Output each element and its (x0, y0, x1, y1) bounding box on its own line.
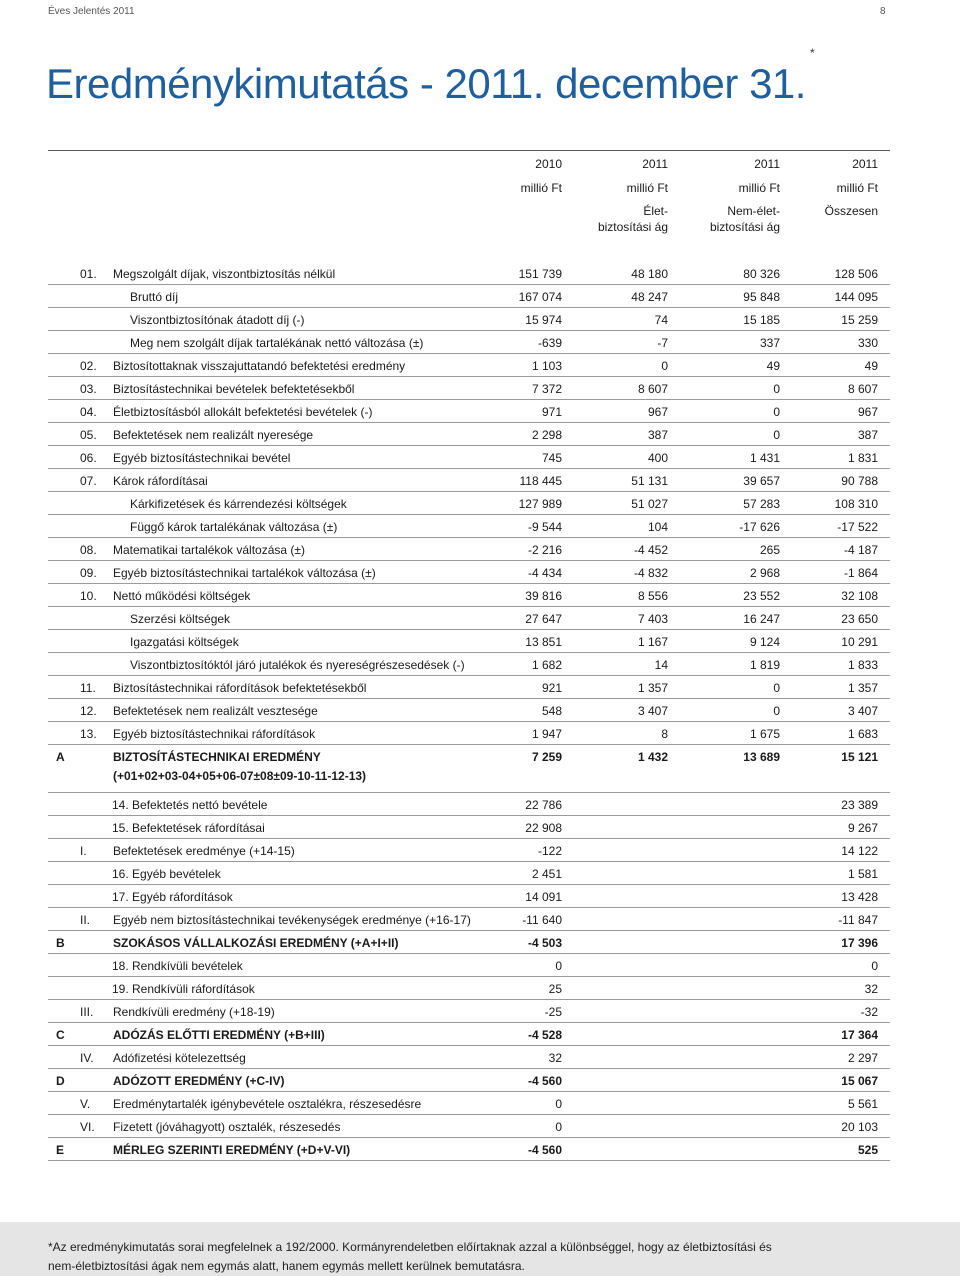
col-header-year: 2011 (642, 157, 668, 171)
row-number: 05. (80, 428, 97, 442)
table-row (48, 1046, 890, 1069)
cell-value: -4 832 (633, 566, 668, 580)
cell-value: 15 185 (743, 313, 780, 327)
row-label: 16. Egyéb bevételek (112, 867, 221, 881)
section-letter: B (56, 936, 65, 950)
row-number: 12. (80, 704, 97, 718)
table-row (48, 816, 890, 839)
cell-value: 167 074 (518, 290, 562, 304)
row-label: Biztosítástechnikai bevételek befektetésekből (113, 382, 355, 396)
cell-value: -4 187 (843, 543, 878, 557)
row-label: Károk ráfordításai (113, 474, 208, 488)
cell-value: -1 864 (843, 566, 878, 580)
row-label: Egyéb biztosítástechnikai bevétel (113, 451, 291, 465)
cell-value: 22 786 (525, 798, 562, 812)
row-number: IV. (80, 1051, 94, 1065)
cell-value: 967 (857, 405, 878, 419)
cell-value: 15 067 (841, 1074, 878, 1088)
table-row (48, 1138, 890, 1161)
cell-value: 13 428 (841, 890, 878, 904)
row-label: SZOKÁSOS VÁLLALKOZÁSI EREDMÉNY (+A+I+II) (113, 936, 399, 950)
row-label: Befektetések eredménye (+14-15) (113, 844, 295, 858)
cell-value: 0 (773, 428, 780, 442)
table-row (48, 607, 890, 630)
table-row (48, 469, 890, 492)
cell-value: 1 675 (749, 727, 780, 741)
table-row (48, 308, 890, 331)
table-row (48, 561, 890, 584)
table-row (48, 1000, 890, 1023)
col-header-unit: millió Ft (836, 181, 878, 195)
table-row (48, 676, 890, 699)
row-label: Viszontbiztosítónak átadott díj (-) (130, 313, 305, 327)
table-row (48, 1092, 890, 1115)
section-letter: E (56, 1143, 65, 1157)
cell-value: -4 560 (527, 1143, 562, 1157)
cell-value: 0 (661, 359, 668, 373)
table-row (48, 745, 890, 793)
row-label: Életbiztosításból allokált befektetési bevételek (-) (113, 405, 373, 419)
row-label: Biztosítástechnikai ráfordítások befektetésekből (113, 681, 367, 695)
row-label: Fizetett (jóváhagyott) osztalék, részesedés (113, 1120, 341, 1134)
cell-value: -639 (537, 336, 562, 350)
table-row (48, 931, 890, 954)
table-row (48, 839, 890, 862)
cell-value: 967 (647, 405, 668, 419)
row-label: Nettó működési költségek (113, 589, 251, 603)
cell-value: 8 607 (637, 382, 668, 396)
cell-value: 0 (773, 704, 780, 718)
row-number: 03. (80, 382, 97, 396)
row-label: Kárkifizetések és kárrendezési költségek (130, 497, 347, 511)
cell-value: 525 (857, 1143, 878, 1157)
row-label: Rendkívüli eredmény (+18-19) (113, 1005, 275, 1019)
footnote-line: *Az eredménykimutatás sorai megfelelnek a 192/2000. Kormányrendeletben előírtaknak azzal a különbséggel, hogy az életbiztosítási és (48, 1240, 772, 1254)
footnote-mark: * (809, 46, 815, 60)
cell-value: 7 372 (531, 382, 562, 396)
table-row (48, 630, 890, 653)
cell-value: 27 647 (525, 612, 562, 626)
table-row (48, 699, 890, 722)
cell-value: 0 (773, 681, 780, 695)
row-label: Függő károk tartalékának változása (±) (130, 520, 338, 534)
cell-value: 39 816 (525, 589, 562, 603)
cell-value: -25 (544, 1005, 562, 1019)
row-number: 10. (80, 589, 97, 603)
cell-value: -32 (860, 1005, 878, 1019)
cell-value: 265 (759, 543, 780, 557)
row-label: Megszolgált díjak, viszontbiztosítás nélkül (113, 267, 336, 281)
row-number: 13. (80, 727, 97, 741)
cell-value: 0 (871, 959, 878, 973)
cell-value: -11 640 (522, 913, 562, 927)
cell-value: 3 407 (847, 704, 878, 718)
cell-value: 15 974 (525, 313, 562, 327)
cell-value: 2 298 (531, 428, 562, 442)
cell-value: 0 (555, 959, 562, 973)
cell-value: 51 027 (631, 497, 668, 511)
cell-value: 1 581 (847, 867, 878, 881)
cell-value: 15 259 (841, 313, 878, 327)
cell-value: 745 (541, 451, 562, 465)
cell-value: 0 (555, 1120, 562, 1134)
report-name: Éves Jelentés 2011 (48, 6, 135, 17)
table-row (48, 262, 890, 285)
cell-value: -4 503 (527, 936, 562, 950)
row-number: 08. (80, 543, 97, 557)
cell-value: 387 (857, 428, 878, 442)
row-label: Biztosítottaknak visszajuttatandó befektetési eredmény (113, 359, 406, 373)
row-label: Befektetések nem realizált vesztesége (113, 704, 318, 718)
row-label: ADÓZOTT EREDMÉNY (+C-IV) (113, 1074, 285, 1088)
col-header-unit: millió Ft (738, 181, 780, 195)
row-label: MÉRLEG SZERINTI EREDMÉNY (+D+V-VI) (113, 1143, 351, 1157)
cell-value: 330 (857, 336, 878, 350)
cell-value: 387 (647, 428, 668, 442)
table-row (48, 653, 890, 676)
row-label: 17. Egyéb ráfordítások (112, 890, 233, 904)
table-row (48, 492, 890, 515)
cell-value: 74 (654, 313, 668, 327)
table-row (48, 354, 890, 377)
cell-value: -9 544 (527, 520, 562, 534)
table-row (48, 584, 890, 607)
cell-value: 8 607 (847, 382, 878, 396)
cell-value: 3 407 (637, 704, 668, 718)
cell-value: 14 091 (525, 890, 562, 904)
table-row (48, 331, 890, 354)
table-row (48, 862, 890, 885)
row-number: V. (80, 1097, 91, 1111)
row-label: Bruttó díj (130, 290, 179, 304)
row-number: 06. (80, 451, 97, 465)
table-row (48, 400, 890, 423)
cell-value: 32 (864, 982, 878, 996)
table-row (48, 515, 890, 538)
row-label: 14. Befektetés nettó bevétele (112, 798, 268, 812)
cell-value: 128 506 (834, 267, 878, 281)
cell-value: 1 357 (847, 681, 878, 695)
row-number: III. (80, 1005, 94, 1019)
cell-value: 1 831 (847, 451, 878, 465)
table-row (48, 377, 890, 400)
col-header-unit: millió Ft (626, 181, 668, 195)
row-label-formula: (+01+02+03-04+05+06-07±08±09-10-11-12-13) (113, 769, 367, 783)
col-header-branch: Összesen (824, 204, 878, 218)
table-row (48, 977, 890, 1000)
section-letter: D (56, 1074, 65, 1088)
cell-value: -17 522 (837, 520, 878, 534)
cell-value: -4 560 (527, 1074, 562, 1088)
col-header-branch: Nem-élet- (727, 204, 780, 218)
cell-value: 9 267 (847, 821, 878, 835)
row-label: Viszontbiztosítóktól járó jutalékok és nyereségrészesedések (-) (130, 658, 465, 672)
cell-value: 0 (773, 382, 780, 396)
cell-value: 0 (773, 405, 780, 419)
cell-value: 337 (759, 336, 780, 350)
cell-value: -11 847 (838, 913, 878, 927)
cell-value: -2 216 (527, 543, 562, 557)
cell-value: 5 561 (847, 1097, 878, 1111)
cell-value: 0 (555, 1097, 562, 1111)
cell-value: 2 968 (749, 566, 780, 580)
cell-value: 49 (766, 359, 780, 373)
cell-value: 48 247 (631, 290, 668, 304)
col-header-year: 2011 (754, 157, 780, 171)
cell-value: 16 247 (743, 612, 780, 626)
cell-value: 921 (541, 681, 562, 695)
row-label: Egyéb biztosítástechnikai tartalékok változása (±) (113, 566, 376, 580)
col-header-branch-line2: biztosítási ág (597, 220, 668, 234)
cell-value: 15 121 (841, 750, 878, 764)
row-number: 04. (80, 405, 97, 419)
row-label: Meg nem szolgált díjak tartalékának nettó változása (±) (130, 336, 424, 350)
cell-value: 57 283 (743, 497, 780, 511)
cell-value: 14 (654, 658, 668, 672)
cell-value: 118 445 (519, 474, 562, 488)
cell-value: 13 689 (743, 750, 780, 764)
cell-value: 23 552 (743, 589, 780, 603)
cell-value: 127 989 (518, 497, 562, 511)
cell-value: 51 131 (631, 474, 668, 488)
cell-value: 1 819 (749, 658, 780, 672)
table-row (48, 1023, 890, 1046)
cell-value: 25 (548, 982, 562, 996)
cell-value: -4 528 (527, 1028, 562, 1042)
row-label: Igazgatási költségek (130, 635, 239, 649)
cell-value: 48 180 (631, 267, 668, 281)
table-row (48, 285, 890, 308)
row-label: BIZTOSÍTÁSTECHNIKAI EREDMÉNY (113, 750, 321, 764)
footnote (0, 1222, 960, 1276)
cell-value: 17 396 (841, 936, 878, 950)
cell-value: 39 657 (743, 474, 780, 488)
cell-value: 13 851 (525, 635, 562, 649)
cell-value: 151 739 (518, 267, 562, 281)
table-row (48, 954, 890, 977)
table-row (48, 1115, 890, 1138)
cell-value: 1 103 (531, 359, 562, 373)
cell-value: 108 310 (834, 497, 878, 511)
cell-value: 22 908 (525, 821, 562, 835)
page-title (46, 46, 815, 108)
cell-value: 7 403 (637, 612, 668, 626)
cell-value: -7 (657, 336, 668, 350)
cell-value: 400 (647, 451, 668, 465)
row-number: 01. (80, 267, 97, 281)
cell-value: 1 167 (637, 635, 668, 649)
table-row (48, 793, 890, 816)
cell-value: 1 357 (637, 681, 668, 695)
cell-value: 548 (541, 704, 562, 718)
col-header-year: 2010 (535, 157, 562, 171)
row-number: 09. (80, 566, 97, 580)
col-header-year: 2011 (852, 157, 878, 171)
cell-value: 17 364 (841, 1028, 878, 1042)
row-label: Matematikai tartalékok változása (±) (113, 543, 305, 557)
cell-value: 1 682 (531, 658, 562, 672)
row-label: 18. Rendkívüli bevételek (112, 959, 243, 973)
row-number: II. (80, 913, 91, 927)
cell-value: 1 833 (847, 658, 878, 672)
cell-value: 1 683 (847, 727, 878, 741)
table-row (48, 538, 890, 561)
cell-value: 9 124 (749, 635, 780, 649)
cell-value: 1 431 (749, 451, 780, 465)
cell-value: -122 (537, 844, 562, 858)
cell-value: -4 434 (527, 566, 562, 580)
row-number: I. (80, 844, 87, 858)
cell-value: 23 389 (841, 798, 878, 812)
row-number: 11. (80, 681, 96, 695)
page-number: 8 (880, 6, 886, 17)
cell-value: 7 259 (531, 750, 562, 764)
row-number: 07. (80, 474, 97, 488)
row-label: 19. Rendkívüli ráfordítások (112, 982, 255, 996)
header-rule (48, 150, 890, 151)
table-row (48, 722, 890, 745)
row-label: Egyéb nem biztosítástechnikai tevékenységek eredménye (+16-17) (113, 913, 471, 927)
cell-value: 23 650 (841, 612, 878, 626)
row-number: VI. (80, 1120, 95, 1134)
row-label: Eredménytartalék igénybevétele osztalékra, részesedésre (113, 1097, 422, 1111)
cell-value: 95 848 (743, 290, 780, 304)
cell-value: 971 (541, 405, 562, 419)
section-letter: C (56, 1028, 65, 1042)
cell-value: 14 122 (841, 844, 878, 858)
row-label: Adófizetési kötelezettség (113, 1051, 246, 1065)
title-text: Eredménykimutatás - 2011. december 31. (46, 60, 806, 107)
cell-value: -4 452 (633, 543, 668, 557)
table-row (48, 908, 890, 931)
col-header-unit: millió Ft (520, 181, 562, 195)
row-label: Egyéb biztosítástechnikai ráfordítások (113, 727, 316, 741)
cell-value: 10 291 (841, 635, 878, 649)
row-label: ADÓZÁS ELŐTTI EREDMÉNY (+B+III) (113, 1028, 325, 1042)
cell-value: 104 (647, 520, 668, 534)
cell-value: 32 108 (841, 589, 878, 603)
col-header-branch: Élet- (643, 204, 668, 218)
cell-value: -17 626 (739, 520, 780, 534)
cell-value: 32 (548, 1051, 562, 1065)
col-header-branch-line2: biztosítási ág (709, 220, 780, 234)
cell-value: 144 095 (834, 290, 878, 304)
table-row (48, 1069, 890, 1092)
cell-value: 2 451 (531, 867, 562, 881)
row-label: Befektetések nem realizált nyeresége (113, 428, 314, 442)
cell-value: 1 432 (637, 750, 668, 764)
cell-value: 49 (864, 359, 878, 373)
row-number: 02. (80, 359, 97, 373)
cell-value: 2 297 (847, 1051, 878, 1065)
cell-value: 8 (661, 727, 668, 741)
footnote-line: nem-életbiztosítási ágak nem egymás alatt, hanem egymás mellett kerülnek bemutatásra. (48, 1259, 525, 1273)
cell-value: 80 326 (743, 267, 780, 281)
cell-value: 20 103 (841, 1120, 878, 1134)
row-label: Szerzési költségek (130, 612, 231, 626)
row-label: 15. Befektetések ráfordításai (112, 821, 265, 835)
cell-value: 90 788 (841, 474, 878, 488)
table-row (48, 885, 890, 908)
section-letter: A (56, 750, 65, 764)
table-row (48, 446, 890, 469)
table-row (48, 423, 890, 446)
cell-value: 8 556 (637, 589, 668, 603)
cell-value: 1 947 (531, 727, 562, 741)
